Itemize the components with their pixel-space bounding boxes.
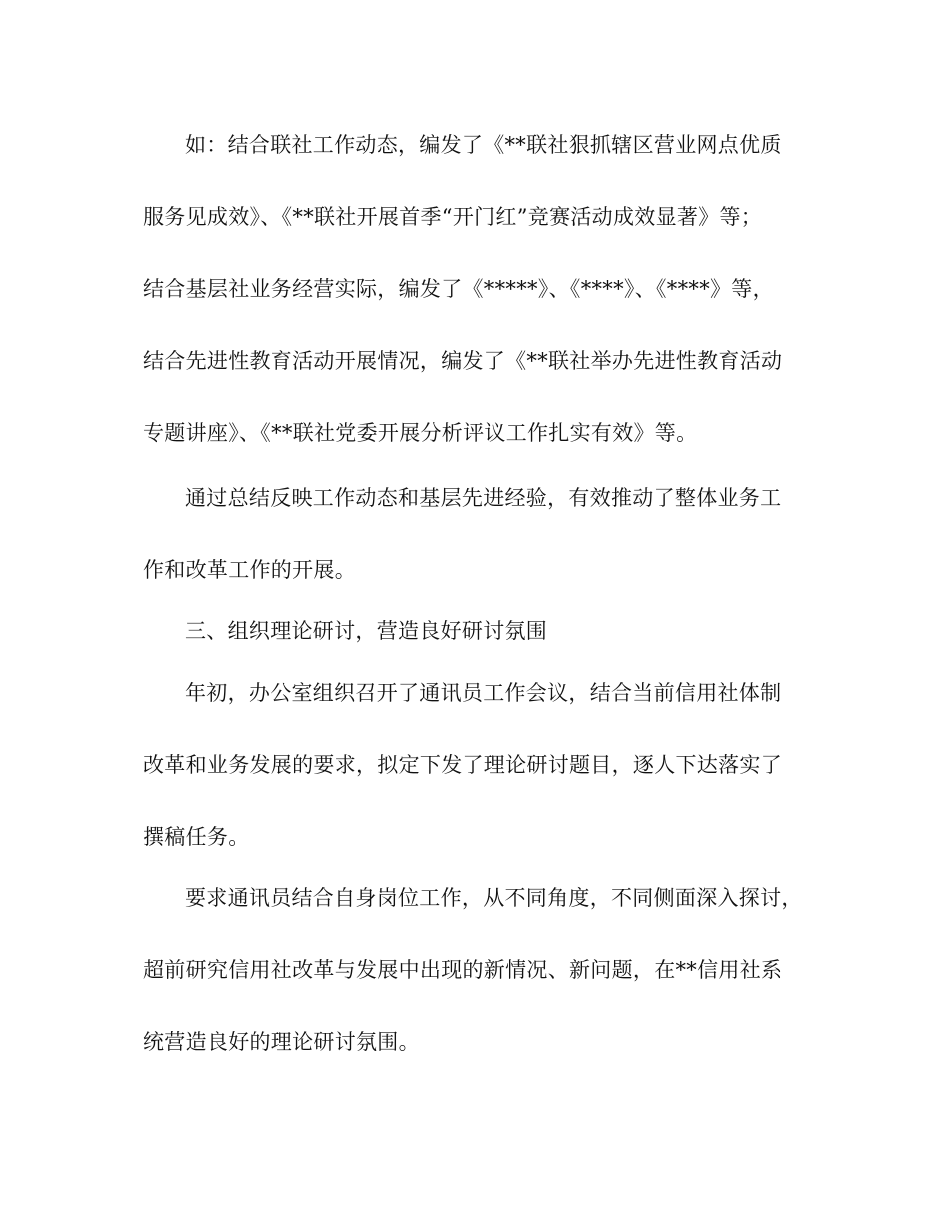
paragraph-line: 要求通讯员结合自身岗位工作，从不同角度，不同侧面深入探讨，	[185, 886, 803, 910]
paragraph-line: 超前研究信用社改革与发展中出现的新情况、新问题，在**信用社系	[143, 958, 783, 982]
section-heading: 三、组织理论研讨，营造良好研讨氛围	[185, 619, 548, 643]
paragraph-line: 撰稿任务。	[143, 825, 250, 849]
paragraph-line: 通过总结反映工作动态和基层先进经验，有效推动了整体业务工	[185, 486, 782, 510]
paragraph-line: 作和改革工作的开展。	[143, 558, 356, 582]
paragraph-line: 年初，办公室组织召开了通讯员工作会议，结合当前信用社体制	[185, 681, 782, 705]
paragraph-line: 服务见成效》、《**联社开展首季“开门红”竞赛活动成效显著》等；	[143, 205, 763, 229]
paragraph-line: 结合先进性教育活动开展情况，编发了《**联社举办先进性教育活动	[143, 349, 783, 373]
paragraph-line: 统营造良好的理论研讨氛围。	[143, 1030, 420, 1054]
paragraph-line: 结合基层社业务经营实际，编发了《*****》、《****》、《****》等，	[143, 277, 774, 301]
paragraph-line: 如：结合联社工作动态，编发了《**联社狠抓辖区营业网点优质	[185, 133, 782, 157]
paragraph-line: 改革和业务发展的要求，拟定下发了理论研讨题目，逐人下达落实了	[143, 753, 782, 777]
paragraph-line: 专题讲座》、《**联社党委开展分析评议工作扎实有效》等。	[143, 421, 698, 445]
